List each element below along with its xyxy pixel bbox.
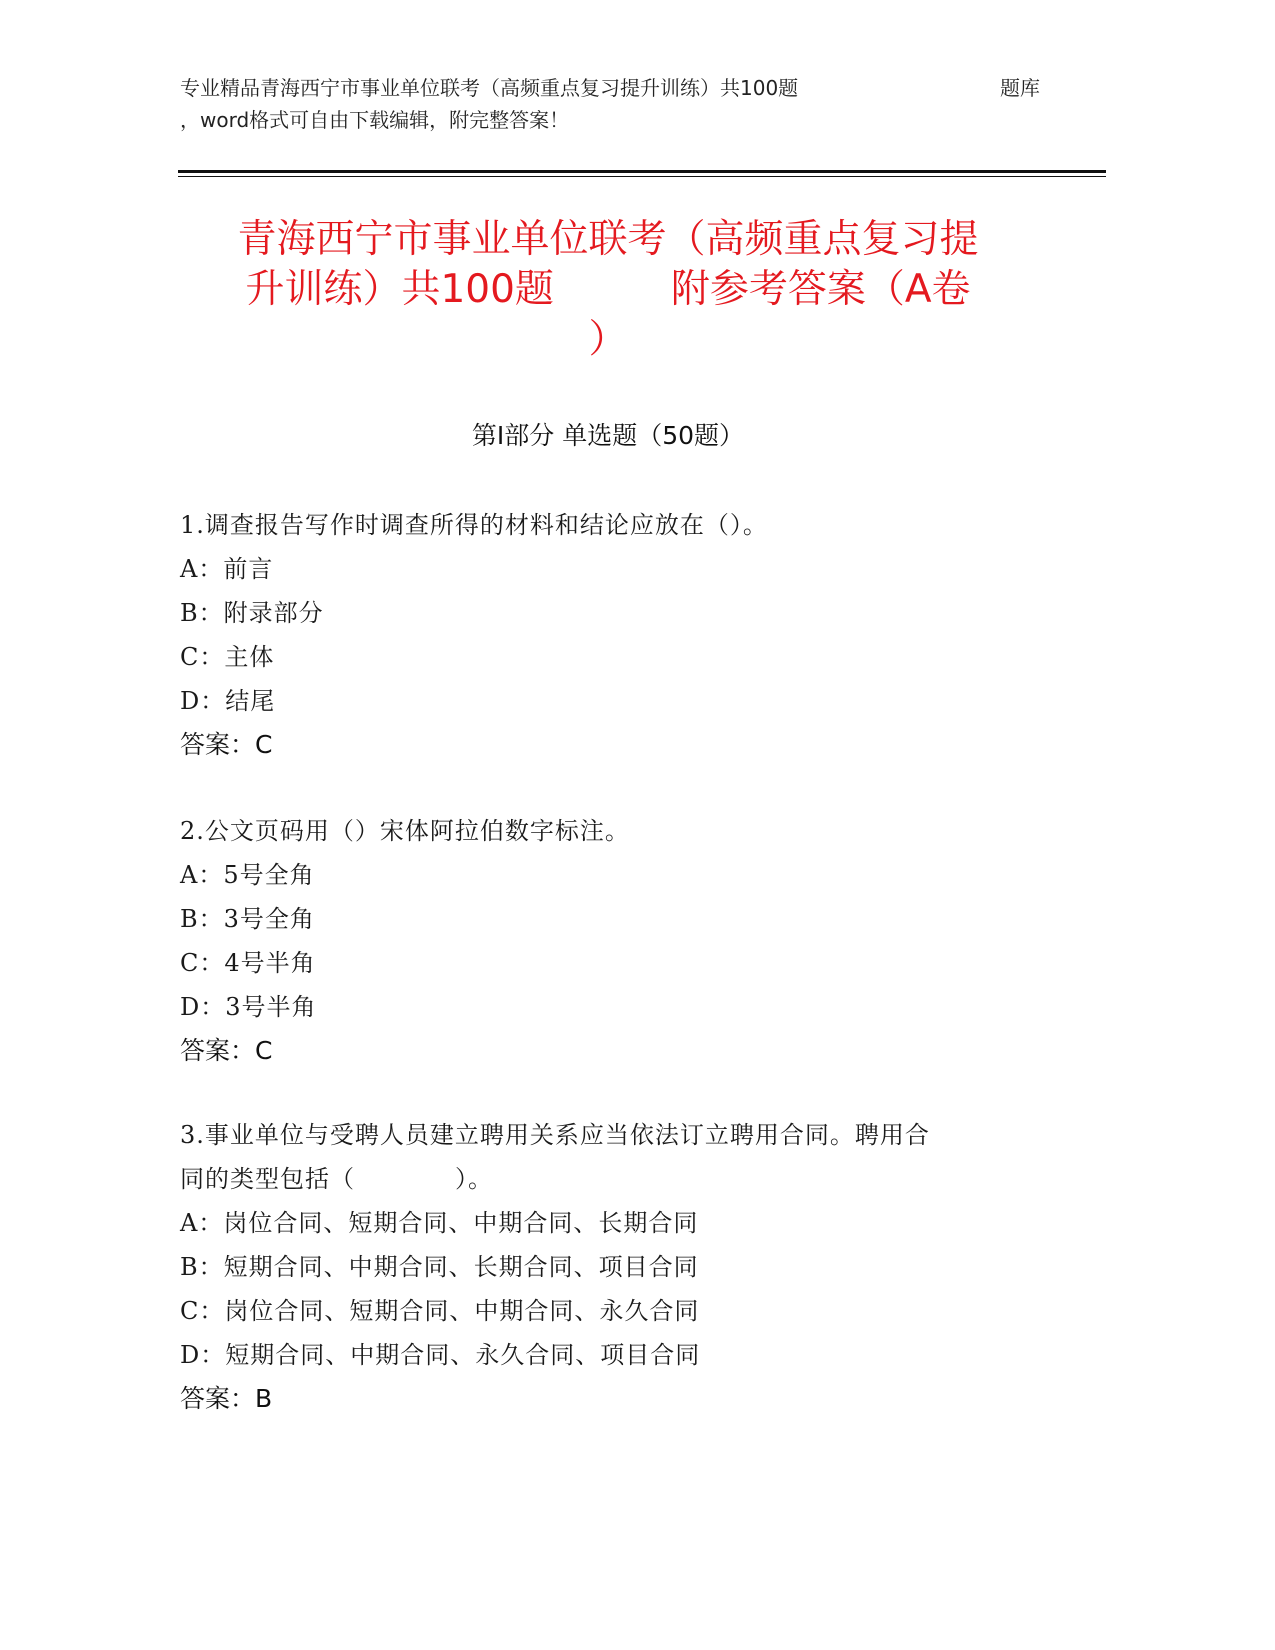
option-b: B：3号全角	[180, 905, 315, 933]
header-line-2: ，word格式可自由下载编辑，附完整答案！	[180, 108, 570, 132]
question-stem: 2.公文页码用（）宋体阿拉伯数字标注。	[180, 817, 630, 845]
document-header	[180, 72, 1040, 136]
section-title: 第Ⅰ部分 单选题（50题）	[471, 421, 745, 450]
question-stem-line-1: 3.事业单位与受聘人员建立聘用关系应当依法订立聘用合同。聘用合	[180, 1121, 930, 1149]
question-stem-line-2: 同的类型包括（ ）。	[180, 1165, 493, 1193]
question-2	[180, 809, 1040, 1073]
header-tag: 题库	[1000, 76, 1040, 100]
option-a: A：5号全角	[180, 861, 315, 889]
header-divider-thick	[178, 170, 1106, 173]
answer-text: 答案：B	[180, 1384, 273, 1413]
option-c: C：岗位合同、短期合同、中期合同、永久合同	[180, 1297, 700, 1325]
title-line-2: 升训练）共100题 附参考答案（A卷	[245, 267, 971, 312]
document-title	[178, 215, 1038, 365]
title-line-1: 青海西宁市事业单位联考（高频重点复习提	[237, 217, 979, 262]
title-line-3: ）	[588, 317, 628, 362]
option-b: B：短期合同、中期合同、长期合同、项目合同	[180, 1253, 699, 1281]
option-a: A：岗位合同、短期合同、中期合同、长期合同	[180, 1209, 699, 1237]
question-3	[180, 1113, 1040, 1421]
option-a: A：前言	[180, 555, 274, 583]
option-c: C：4号半角	[180, 949, 316, 977]
header-description: 专业精品青海西宁市事业单位联考（高频重点复习提升训练）共100题	[180, 76, 799, 100]
option-c: C：主体	[180, 643, 275, 671]
option-d: D：3号半角	[180, 993, 317, 1021]
header-divider-thin	[178, 176, 1106, 177]
option-d: D：结尾	[180, 687, 276, 715]
answer-text: 答案：C	[180, 1036, 273, 1065]
header-line-1	[180, 72, 1040, 104]
option-b: B：附录部分	[180, 599, 324, 627]
answer-text: 答案：C	[180, 730, 273, 759]
option-d: D：短期合同、中期合同、永久合同、项目合同	[180, 1341, 701, 1369]
question-1	[180, 503, 1040, 767]
question-stem: 1.调查报告写作时调查所得的材料和结论应放在（）。	[180, 511, 768, 539]
